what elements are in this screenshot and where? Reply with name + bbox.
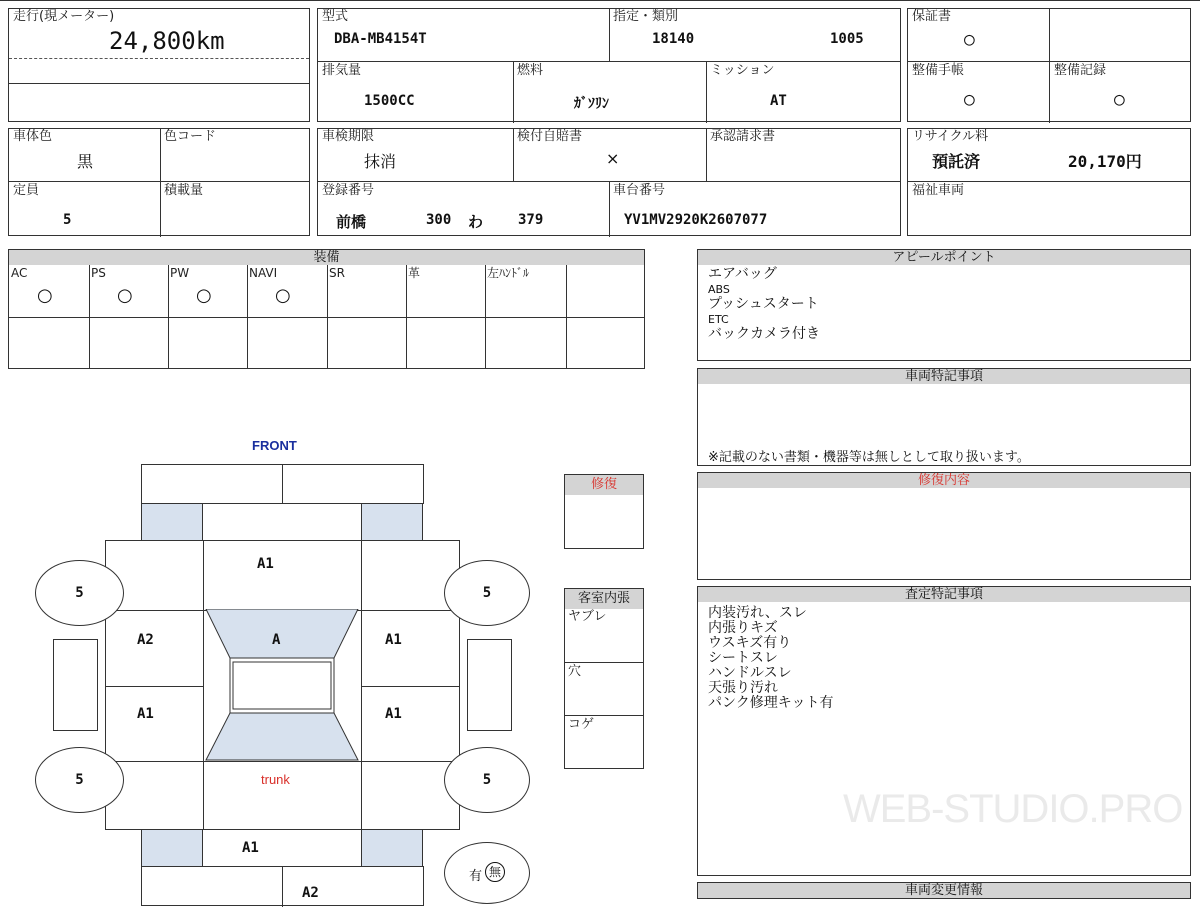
equipment-mark-ps: ○ [117,285,133,306]
hood-top [202,503,362,541]
assessment-line: 内張りキズ [708,620,778,636]
repair-content-box [697,488,1191,580]
capacity-value: 5 [63,212,72,228]
registration-label: 登録番号 [322,183,375,198]
insurance-label: 検付自賠書 [517,129,583,144]
rear-bumper [141,866,424,906]
appeal-line: バックカメラ付き [708,326,820,342]
recycle-amount: 20,170円 [1068,152,1142,171]
tire-front-left: 5 [35,560,124,626]
recycle-label: リサイクル料 [912,129,989,144]
body-color-label: 車体色 [13,129,53,144]
color-block [8,128,310,236]
warranty-label: 保証書 [912,9,952,24]
grade-right-rear-door: A1 [385,706,402,722]
front-bumper [141,464,424,504]
fuel-label: 燃料 [517,63,544,78]
change-info-header: 車両変更情報 [697,882,1191,899]
interior-box [564,609,644,769]
right-rear-pillar [361,829,423,867]
grade-left-front-door: A2 [137,632,154,648]
repair-header: 修復 [564,474,644,496]
special-notes-box [697,384,1191,466]
grade-rear: A1 [242,840,259,856]
front-label: FRONT [252,438,297,453]
model-label: 型式 [322,9,349,24]
chassis-value: YV1MV2920K2607077 [624,212,768,228]
interior-row-hole: 穴 [568,664,582,679]
special-notes-header: 車両特記事項 [697,368,1191,385]
interior-header: 客室内張 [564,588,644,610]
appeal-box [697,265,1191,361]
grade-left-rear-door: A1 [137,706,154,722]
dashed-divider [9,58,309,59]
assessment-line: 天張り汚れ [708,680,778,696]
load-label: 積載量 [164,183,204,198]
equipment-mark-navi: ○ [275,285,291,306]
equipment-header: 装備 [8,249,645,266]
appeal-header: アピールポイント [697,249,1191,266]
insurance-value: × [606,149,620,168]
body-color-value: 黒 [77,152,94,171]
registration-kana: わ [468,213,484,231]
left-front-pillar [141,503,203,541]
displacement-label: 排気量 [322,63,362,78]
watermark: WEB-STUDIO.PRO [843,787,1183,831]
designation-label: 指定・類別 [613,9,679,24]
welfare-label: 福祉車両 [912,183,965,198]
right-mirror [467,639,512,731]
equipment-mark-ac: ○ [37,285,53,306]
rear-panel [202,829,362,867]
repair-box [564,495,644,549]
grade-rear-bumper: A2 [302,885,319,901]
glass-panels [202,609,362,761]
appeal-line: ABS [708,283,730,296]
repair-content-header: 修復内容 [697,472,1191,489]
equipment-label-leather: 革 [408,266,421,280]
spare-tire [444,842,530,904]
capacity-label: 定員 [13,183,40,198]
equipment-label-lhd: 左ﾊﾝﾄﾞﾙ [487,266,530,280]
spare-no: 無 [485,862,505,882]
left-mirror [53,639,98,731]
interior-row-burn: コゲ [568,717,595,732]
registration-class: 300 [426,212,452,228]
displacement-value: 1500CC [364,93,415,109]
assessment-line: ウスキズ有り [708,635,792,651]
recycle-status: 預託済 [932,152,981,171]
appeal-line: エアバッグ [708,266,777,282]
mileage-label: 走行(現メーター) [13,9,115,24]
appeal-line: ETC [708,313,729,326]
assessment-header: 査定特記事項 [697,586,1191,603]
equipment-grid [8,265,645,369]
grade-hood: A1 [257,556,274,572]
maintenance-record-mark: ○ [1114,89,1125,110]
maintenance-record-label: 整備記録 [1054,63,1107,78]
assessment-line: パンク修理キット有 [708,695,834,711]
registration-region: 前橋 [336,213,367,231]
maintenance-book-mark: ○ [964,89,975,110]
grade-roof: A [272,632,281,648]
trunk-label: trunk [261,772,290,787]
equipment-label-pw: PW [170,266,190,280]
tire-rear-right: 5 [444,747,530,813]
tire-rear-left: 5 [35,747,124,813]
designation-value-1: 18140 [652,31,695,47]
warranty-mark: ○ [964,29,975,50]
inspection-label: 車検期限 [322,129,375,144]
tire-front-right: 5 [444,560,530,626]
mileage-value: 24,800km [109,27,225,55]
transmission-value: AT [770,93,787,109]
transmission-label: ミッション [710,63,775,78]
designation-value-2: 1005 [830,31,864,47]
registration-block [317,128,901,236]
inspection-value: 抹消 [364,152,397,171]
maintenance-book-label: 整備手帳 [912,63,965,78]
equipment-label-sr: SR [329,266,345,280]
spare-yes: 有 [469,869,483,884]
left-rear-pillar [141,829,203,867]
warranty-block [907,8,1191,122]
model-block [317,8,901,122]
assessment-line: 内装汚れ、スレ [708,605,807,621]
assessment-line: シートスレ [708,650,778,666]
color-code-label: 色コード [164,129,217,144]
assessment-box [697,602,1191,876]
interior-row-tear: ヤブレ [568,609,607,624]
equipment-mark-pw: ○ [196,285,212,306]
divider [9,83,309,84]
assessment-line: ハンドルスレ [708,665,792,681]
approval-label: 承認請求書 [710,129,776,144]
right-front-pillar [361,503,423,541]
fuel-value: ｶﾞｿﾘﾝ [574,96,609,112]
grade-right-front-door: A1 [385,632,402,648]
registration-number: 379 [518,212,544,228]
special-notes-text: ※記載のない書類・機器等は無しとして取り扱います。 [708,450,1030,465]
recycle-block [907,128,1191,236]
chassis-label: 車台番号 [613,183,666,198]
appeal-line: プッシュスタート [708,296,819,312]
model-value: DBA-MB4154T [334,31,427,47]
equipment-label-navi: NAVI [249,266,278,280]
equipment-label-ps: PS [91,266,106,280]
top-edge [0,0,1200,1]
mileage-box [8,8,310,122]
equipment-label-ac: AC [11,266,28,280]
